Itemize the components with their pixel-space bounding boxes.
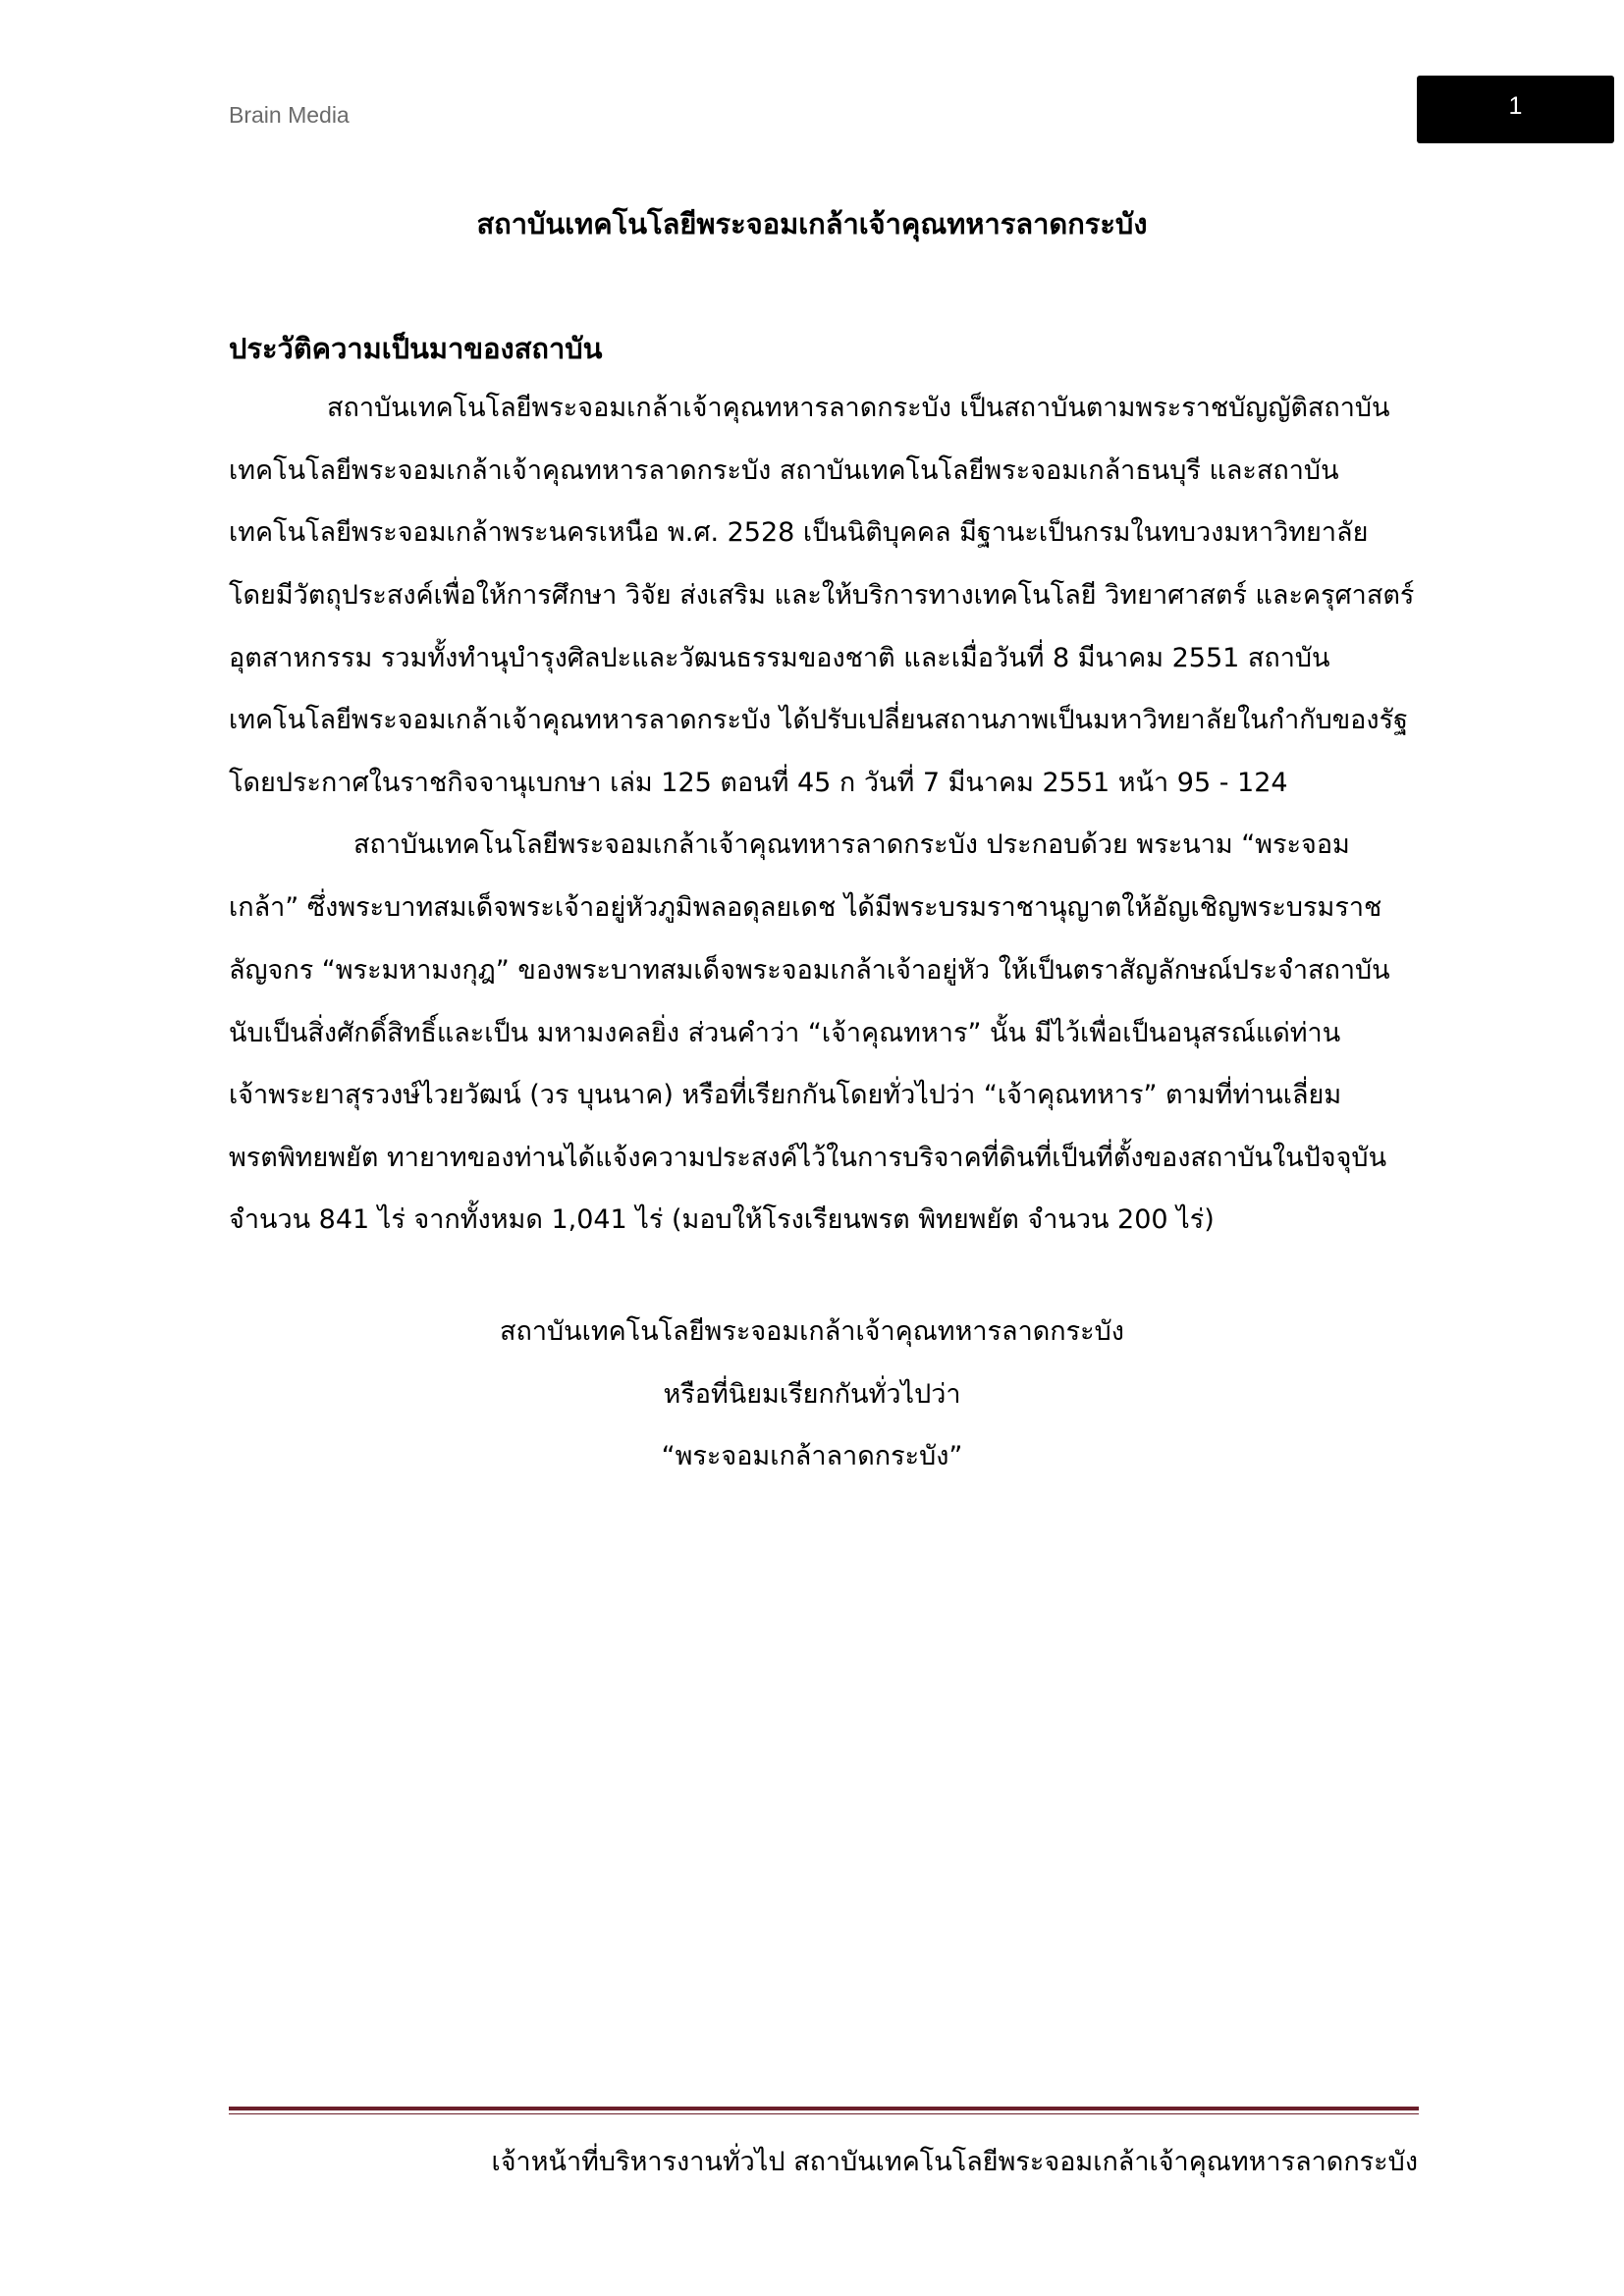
document-title: สถาบันเทคโนโลยีพระจอมเกล้าเจ้าคุณทหารลาดกระบัง [476, 207, 1148, 240]
paragraph-line: นับเป็นสิ่งศักดิ์สิทธิ์และเป็น มหามงคลยิ่ง ส่วนคำว่า “เจ้าคุณทหาร” นั้น มีไว้เพื่อเป็นอนุสรณ์แด่ท่าน [229, 1018, 1341, 1048]
paragraph-line: พรตพิทยพยัต ทายาทของท่านได้แจ้งความประสงค์ไว้ในการบริจาคที่ดินที่เป็นที่ตั้งของสถาบันในปัจจุบัน [229, 1143, 1387, 1173]
closing-line: หรือที่นิยมเรียกกันทั่วไปว่า [663, 1379, 961, 1410]
paragraph-line: เจ้าพระยาสุรวงษ์ไวยวัฒน์ (วร บุนนาค) หรือที่เรียกกันโดยทั่วไปว่า “เจ้าคุณทหาร” ตามที่ท่านเลี่ยม [229, 1080, 1342, 1110]
paragraph-line: โดยมีวัตถุประสงค์เพื่อให้การศึกษา วิจัย ส่งเสริม และให้บริการทางเทคโนโลยี วิทยาศาสตร์ และครุศาสตร์ [229, 580, 1415, 611]
footer-divider-thin [229, 2113, 1419, 2114]
paragraph-line: โดยประกาศในราชกิจจานุเบกษา เล่ม 125 ตอนที่ 45 ก วันที่ 7 มีนาคม 2551 หน้า 95 - 124 [229, 768, 1288, 798]
paragraph-line: อุตสาหกรรม รวมทั้งทำนุบำรุงศิลปะและวัฒนธรรมของชาติ และเมื่อวันที่ 8 มีนาคม 2551 สถาบัน [229, 643, 1330, 673]
page-number-box [1417, 76, 1614, 143]
paragraph-line: เทคโนโลยีพระจอมเกล้าเจ้าคุณทหารลาดกระบัง สถาบันเทคโนโลยีพระจอมเกล้าธนบุรี และสถาบัน [229, 455, 1339, 486]
footer-divider [229, 2107, 1419, 2110]
paragraph-line: สถาบันเทคโนโลยีพระจอมเกล้าเจ้าคุณทหารลาดกระบัง ประกอบด้วย พระนาม “พระจอม [353, 829, 1350, 860]
paragraph-line: เทคโนโลยีพระจอมเกล้าพระนครเหนือ พ.ศ. 2528 เป็นนิติบุคคล มีฐานะเป็นกรมในทบวงมหาวิทยาลัย [229, 517, 1369, 548]
footer-text: เจ้าหน้าที่บริหารงานทั่วไป สถาบันเทคโนโลยีพระจอมเกล้าเจ้าคุณทหารลาดกระบัง [491, 2147, 1418, 2177]
section-heading: ประวัติความเป็นมาของสถาบัน [229, 332, 603, 365]
page-number: 1 [1508, 92, 1523, 120]
closing-line: “พระจอมเกล้าลาดกระบัง” [661, 1441, 963, 1471]
paragraph-line: ลัญจกร “พระมหามงกุฎ” ของพระบาทสมเด็จพระจอมเกล้าเจ้าอยู่หัว ให้เป็นตราสัญลักษณ์ประจำสถาบัน [229, 955, 1390, 986]
closing-line: สถาบันเทคโนโลยีพระจอมเกล้าเจ้าคุณทหารลาดกระบัง [500, 1316, 1124, 1347]
paragraph-line: เกล้า” ซึ่งพระบาทสมเด็จพระเจ้าอยู่หัวภูมิพลอดุลยเดช ได้มีพระบรมราชานุญาตให้อัญเชิญพระบรมราช [229, 892, 1382, 923]
paragraph-line: จำนวน 841 ไร่ จากทั้งหมด 1,041 ไร่ (มอบให้โรงเรียนพรต พิทยพยัต จำนวน 200 ไร่) [229, 1204, 1215, 1235]
paragraph-line: เทคโนโลยีพระจอมเกล้าเจ้าคุณทหารลาดกระบัง ได้ปรับเปลี่ยนสถานภาพเป็นมหาวิทยาลัยในกำกับของรัฐ [229, 705, 1408, 735]
header-brand: Brain Media [229, 102, 350, 128]
paragraph-line: สถาบันเทคโนโลยีพระจอมเกล้าเจ้าคุณทหารลาดกระบัง เป็นสถาบันตามพระราชบัญญัติสถาบัน [327, 393, 1390, 423]
